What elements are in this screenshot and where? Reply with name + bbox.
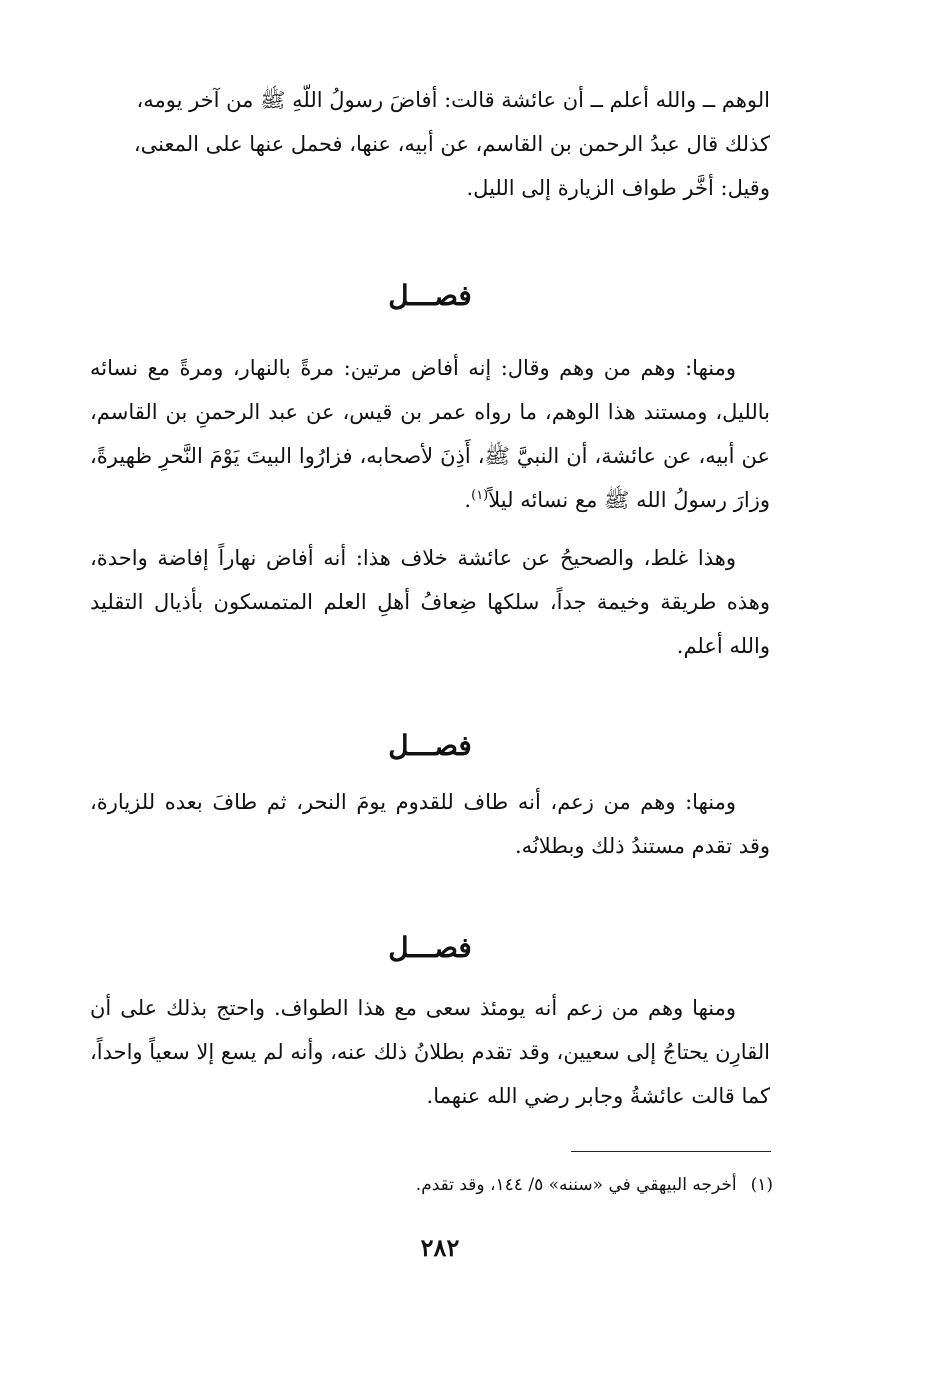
section-paragraph — [90, 986, 770, 1118]
paragraph-text: ومنها وهم من زعم أنه يومئذ سعى مع هذا الطواف. واحتج بذلك على أن القارِن يحتاجُ إلى سعيين، وقد تقدم بطلانُ ذلك عنه، وأنه لم يسع إلا سعياً واحداً، كما قالت عائشةُ وجابر رضي الله عنهما. — [89, 996, 770, 1108]
intro-line: كذلك قال عبدُ الرحمن بن القاسم، عن أبيه، عنها، فحمل عنها على المعنى، — [133, 132, 770, 156]
page-number: ٢٨٢ — [420, 1233, 460, 1262]
section-paragraph — [90, 780, 770, 868]
paragraph-text: ومنها: وهم من زعم، أنه طاف للقدوم يومَ النحر، ثم طافَ بعده للزيارة، وقد تقدم مستندُ ذلك وبطلانُه. — [90, 790, 770, 858]
section-3 — [90, 928, 770, 1118]
paragraph-text: وهذا غلط، والصحيحُ عن عائشة خلاف هذا: أنه أفاض نهاراً إفاضة واحدة، وهذه طريقة وخيمة جداً، سلكها ضِعافُ أهلِ العلم المتمسكون بأذيال التقليد والله أعلم. — [90, 546, 770, 658]
page-body — [90, 70, 770, 1118]
section-heading: فصـــل — [388, 279, 472, 312]
footnote-divider — [571, 1151, 771, 1152]
section-paragraph — [90, 346, 770, 522]
intro-line: الوهم ــ والله أعلم ــ أن عائشة قالت: أفاضَ رسولُ اللّهِ ﷺ من آخر يومه، — [136, 88, 770, 112]
section-2 — [90, 726, 770, 868]
intro-line: وقيل: أخَّر طواف الزيارة إلى الليل. — [466, 176, 770, 200]
section-heading: فصـــل — [388, 729, 472, 762]
paragraph-text: ومنها: وهم من وهم وقال: إنه أفاض مرتين: مرةً بالنهار، ومرةً مع نسائه بالليل، ومستند هذا الوهم، ما رواه عمر بن قيس، عن عبد الرحمنِ بن القاسم، عن أبيه، عن عائشة، أن النبيَّ ﷺ، أَذِنَ لأصحابه، فزارُوا البيتَ يَوْمَ النَّحرِ ظهيرةً، وزارَ رسولُ الله ﷺ مع نسائه ليلاً — [90, 356, 770, 512]
section-1 — [90, 276, 770, 668]
paragraph-tail: . — [464, 488, 472, 512]
section-paragraph — [90, 536, 770, 668]
section-heading: فصـــل — [388, 931, 472, 964]
footnote-number: (١) — [750, 1175, 773, 1195]
intro-block — [90, 78, 770, 210]
footnote-text: أخرجه البيهقي في «سننه» ٥/ ١٤٤، وقد تقدم. — [415, 1175, 737, 1195]
footnote — [173, 1170, 773, 1200]
footnote-reference: (١) — [471, 488, 489, 503]
